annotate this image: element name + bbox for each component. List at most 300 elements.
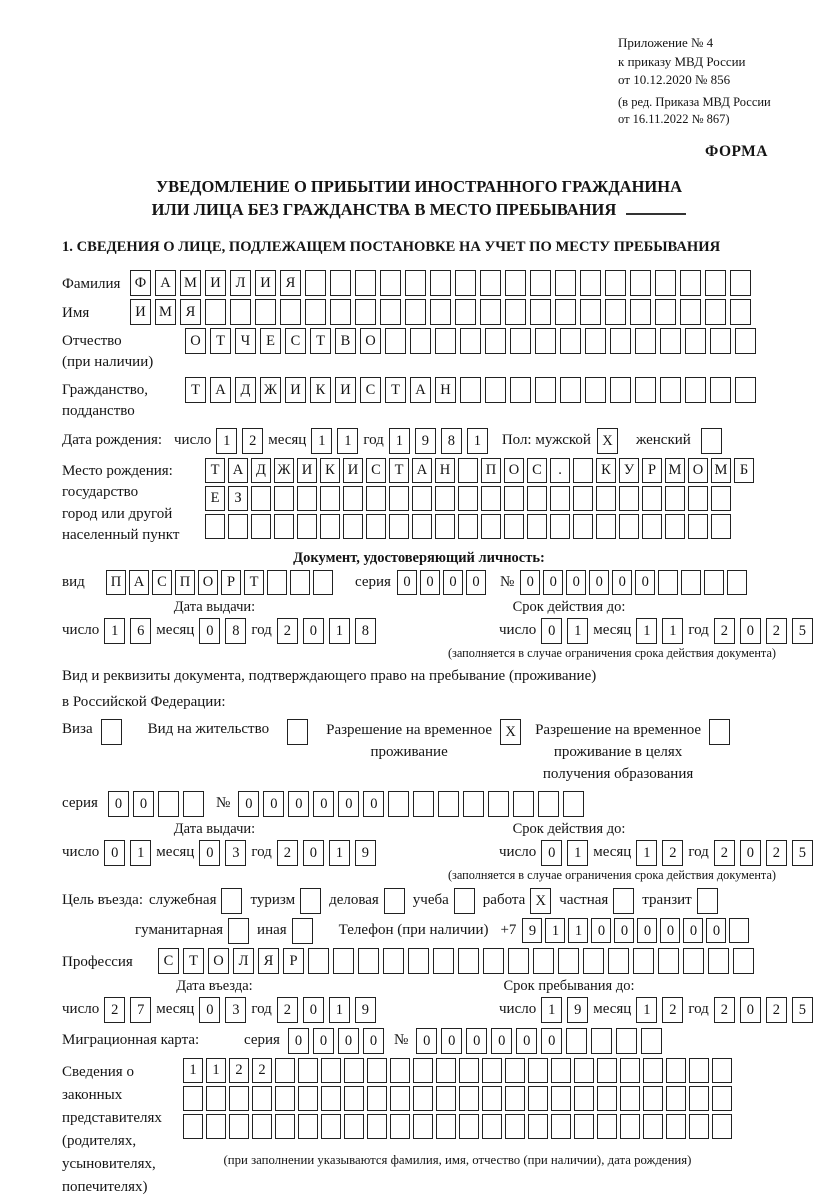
- birthplace-row2-cells: [205, 486, 754, 511]
- residence-number-cell: [488, 791, 509, 817]
- representative-cell: [413, 1058, 433, 1083]
- stay-day-cell: 1: [541, 997, 562, 1023]
- birthplace-cells-stack: [205, 458, 754, 539]
- birth-year-cell: 1: [467, 428, 488, 454]
- birth-day-cell: 1: [216, 428, 237, 454]
- stay-month-cell: 2: [662, 997, 683, 1023]
- amendment-line1: (в ред. Приказа МВД России: [618, 94, 771, 109]
- firstname-cell: [230, 299, 251, 325]
- representatives-note: (при заполнении указываются фамилия, имя, отчество (при наличии), дата рождения): [223, 1152, 692, 1167]
- birthplace-cell: К: [596, 458, 616, 483]
- residence-series-cell: 0: [108, 791, 129, 817]
- entry-year-cell: 9: [355, 997, 376, 1023]
- birthplace-cell: [435, 514, 455, 539]
- doc-kind-cell: П: [175, 570, 195, 595]
- surname-cell: И: [205, 270, 226, 296]
- entry-dates-row: [62, 997, 806, 1023]
- representative-cell: [390, 1086, 410, 1111]
- temp-residence-label-line2: проживание: [370, 743, 448, 760]
- surname-cell: [705, 270, 726, 296]
- residence-number-cell: 0: [363, 791, 384, 817]
- issue-year-cell: 0: [303, 618, 324, 644]
- residence-options-row: [62, 719, 776, 785]
- doc-kind-cell: П: [106, 570, 126, 595]
- temp-residence-checkbox: [500, 719, 521, 745]
- representative-cell: [482, 1114, 502, 1139]
- surname-cell: [580, 270, 601, 296]
- phone-digit-cell: 0: [614, 918, 634, 943]
- birthdate-row: [62, 428, 776, 454]
- stay-day-cell: 9: [567, 997, 588, 1023]
- phone-label: Телефон (при наличии): [338, 922, 489, 938]
- birthplace-cell: [527, 486, 547, 511]
- profession-cell: [333, 948, 354, 974]
- representative-cell: [666, 1058, 686, 1083]
- surname-cells: [130, 270, 751, 296]
- residence-permit-checkbox: [287, 719, 308, 745]
- surname-cell: [505, 270, 526, 296]
- birthplace-cell: О: [688, 458, 708, 483]
- stay-day-cells: [541, 997, 588, 1023]
- valid-month-cell: 1: [636, 618, 657, 644]
- birthplace-cell: И: [297, 458, 317, 483]
- purpose-tourism-checkbox: [300, 888, 321, 914]
- firstname-cell: [280, 299, 301, 325]
- purpose-business-checkbox: [221, 888, 242, 914]
- surname-cell: [355, 270, 376, 296]
- visa-label: Виза: [62, 720, 93, 737]
- year-label: год: [363, 432, 384, 448]
- representative-cell: [183, 1114, 203, 1139]
- birthplace-cell: К: [320, 458, 340, 483]
- birthplace-cell: [389, 486, 409, 511]
- amendment-line2: от 16.11.2022 № 867): [618, 112, 730, 126]
- profession-cell: [458, 948, 479, 974]
- representative-cell: [321, 1058, 341, 1083]
- stay-month-cell: 1: [636, 997, 657, 1023]
- patronymic-label-line2: (при наличии): [62, 354, 154, 370]
- birthplace-cell: [297, 514, 317, 539]
- representative-cell: [666, 1114, 686, 1139]
- residence-number-cell: 0: [313, 791, 334, 817]
- patronymic-cell: [635, 328, 656, 354]
- phone-cells: [522, 918, 749, 943]
- purpose-tourism-label: туризм: [250, 892, 296, 908]
- surname-cell: [530, 270, 551, 296]
- patronymic-cell: О: [360, 328, 381, 354]
- firstname-label: Имя: [62, 304, 90, 321]
- representative-cell: [413, 1086, 433, 1111]
- representative-cell: [689, 1114, 709, 1139]
- firstname-cell: [430, 299, 451, 325]
- birthplace-cell: [527, 514, 547, 539]
- identity-issue-month-cells: [199, 618, 246, 644]
- phone-digit-cell: 0: [706, 918, 726, 943]
- purpose-checkbox-cell: [292, 918, 313, 944]
- firstname-cell: Я: [180, 299, 201, 325]
- issue-year-cell: 2: [277, 618, 298, 644]
- issue-year-cell: 8: [355, 618, 376, 644]
- identity-issue-day-cells: [104, 618, 151, 644]
- migration-number-label: №: [393, 1032, 409, 1048]
- doc-series-cell: 0: [397, 570, 417, 595]
- birthplace-cell: [343, 486, 363, 511]
- birthplace-cell: [412, 486, 432, 511]
- citizenship-label-line2: подданство: [62, 403, 135, 419]
- month-label: месяц: [268, 432, 307, 448]
- birthplace-cell: Б: [734, 458, 754, 483]
- birthplace-cell: С: [527, 458, 547, 483]
- birthplace-block: [62, 458, 776, 547]
- residence-number-cells: [238, 791, 584, 817]
- patronymic-cell: [410, 328, 431, 354]
- birthplace-cell: [343, 514, 363, 539]
- patronymic-cell: Е: [260, 328, 281, 354]
- profession-cell: Р: [283, 948, 304, 974]
- representative-cell: 1: [206, 1058, 226, 1083]
- doc-series-cells: [397, 570, 486, 595]
- citizenship-cell: [735, 377, 756, 403]
- representative-cell: [528, 1086, 548, 1111]
- month-label: месяц: [156, 844, 195, 860]
- valid-month-cell: 1: [636, 840, 657, 866]
- representative-cell: [275, 1086, 295, 1111]
- citizenship-cell: [710, 377, 731, 403]
- representative-cell: [643, 1086, 663, 1111]
- identity-doc-heading: Документ, удостоверяющий личность:: [293, 549, 545, 566]
- phone-digit-cell: [729, 918, 749, 943]
- purpose-checkbox-cell: [221, 888, 242, 914]
- representative-cell: [344, 1114, 364, 1139]
- birthplace-cell: У: [619, 458, 639, 483]
- stay-until-date: [499, 997, 813, 1023]
- representative-cell: [275, 1058, 295, 1083]
- profession-cell: [633, 948, 654, 974]
- section1-heading: 1. СВЕДЕНИЯ О ЛИЦЕ, ПОДЛЕЖАЩЕМ ПОСТАНОВКЕ НА УЧЕТ ПО МЕСТУ ПРЕБЫВАНИЯ: [62, 238, 721, 255]
- residence-series-cell: [183, 791, 204, 817]
- firstname-cell: [330, 299, 351, 325]
- birthplace-cell: Т: [205, 458, 225, 483]
- representatives-row3-cells: [183, 1114, 732, 1139]
- issue-month-cell: 0: [199, 618, 220, 644]
- firstname-cell: [480, 299, 501, 325]
- entry-date-heading: Дата въезда:: [176, 977, 253, 994]
- representative-cell: [344, 1086, 364, 1111]
- representative-cell: [413, 1114, 433, 1139]
- day-label: число: [174, 432, 212, 448]
- birth-day-cells: [216, 428, 263, 454]
- representative-cell: [482, 1086, 502, 1111]
- patronymic-cell: [485, 328, 506, 354]
- identity-limit-note: (заполняется в случае ограничения срока действия документа): [447, 645, 776, 660]
- representatives-label-line4: (родителях,: [62, 1132, 137, 1149]
- birthplace-cell: [320, 486, 340, 511]
- birthplace-cell: [389, 514, 409, 539]
- male-checkbox-cell: X: [597, 428, 618, 454]
- birthplace-cell: Р: [642, 458, 662, 483]
- birthplace-cell: [642, 514, 662, 539]
- firstname-cell: [580, 299, 601, 325]
- surname-cell: А: [155, 270, 176, 296]
- representatives-label: [62, 1058, 183, 1199]
- representative-cell: [298, 1058, 318, 1083]
- birthplace-cell: [550, 486, 570, 511]
- visa-checkbox: [101, 719, 122, 745]
- doc-kind-label: вид: [62, 573, 85, 590]
- phone-digit-cell: 0: [683, 918, 703, 943]
- birthplace-label: [62, 458, 205, 547]
- sex-male-checkbox: [597, 428, 618, 454]
- birthplace-label-line2: государство: [62, 484, 139, 500]
- residence-doc-line2: в Российской Федерации:: [62, 693, 226, 710]
- identity-doc-row: [62, 570, 776, 595]
- doc-kind-cell: Т: [244, 570, 264, 595]
- birthplace-row1-cells: [205, 458, 754, 483]
- surname-label: Фамилия: [62, 275, 121, 292]
- doc-kind-cell: [313, 570, 333, 595]
- residence-valid-heading: Срок действия до:: [512, 820, 626, 837]
- residence-issue-year-cells: [277, 840, 376, 866]
- issue-year-cell: 0: [303, 840, 324, 866]
- doc-kind-cell: [290, 570, 310, 595]
- birthplace-row3-cells: [205, 514, 754, 539]
- purpose-checkbox-cell: [384, 888, 405, 914]
- birthplace-cell: [504, 486, 524, 511]
- birthplace-cell: [297, 486, 317, 511]
- patronymic-cell: [585, 328, 606, 354]
- residence-valid-day-cells: [541, 840, 588, 866]
- residence-limit-note: (заполняется в случае ограничения срока действия документа): [447, 867, 776, 882]
- stay-year-cell: 0: [740, 997, 761, 1023]
- purpose-work-label: работа: [482, 892, 526, 908]
- purpose-transit-label: транзит: [642, 892, 692, 908]
- form-title: [62, 175, 776, 221]
- identity-issue-year-cells: [277, 618, 376, 644]
- migration-number-cell: 0: [441, 1028, 462, 1054]
- valid-year-cell: 2: [766, 618, 787, 644]
- patronymic-cell: [560, 328, 581, 354]
- representative-cell: [459, 1058, 479, 1083]
- representative-cell: [229, 1086, 249, 1111]
- migration-number-cell: 0: [516, 1028, 537, 1054]
- firstname-cell: [730, 299, 751, 325]
- edu-residence-label-line1: Разрешение на временное: [535, 721, 702, 738]
- residence-issue-month-cells: [199, 840, 246, 866]
- profession-cell: [608, 948, 629, 974]
- purpose-commercial-checkbox: [384, 888, 405, 914]
- month-label: месяц: [156, 1001, 195, 1017]
- doc-kind-cell: Р: [221, 570, 241, 595]
- surname-cell: Л: [230, 270, 251, 296]
- surname-cell: [380, 270, 401, 296]
- migration-series-cell: 0: [313, 1028, 334, 1054]
- phone-digit-cell: 1: [568, 918, 588, 943]
- valid-year-cell: 2: [714, 840, 735, 866]
- representative-cell: [459, 1086, 479, 1111]
- entry-year-cells: [277, 997, 376, 1023]
- purpose-business: [149, 888, 243, 914]
- birthplace-label-line4: населенный пункт: [62, 527, 180, 543]
- doc-number-cell: 0: [566, 570, 586, 595]
- purpose-other-checkbox: [292, 918, 313, 944]
- birthplace-cell: [481, 514, 501, 539]
- purpose-tourism: [250, 888, 321, 914]
- purpose-study-label: учеба: [412, 892, 449, 908]
- residence-number-cell: 0: [288, 791, 309, 817]
- birthplace-cell: [550, 514, 570, 539]
- residence-number-cell: [388, 791, 409, 817]
- surname-cell: [655, 270, 676, 296]
- edu-residence-label-line3: получения образования: [542, 765, 694, 782]
- doc-number-cells: [520, 570, 747, 595]
- migration-series-label: серия: [244, 1032, 280, 1048]
- migration-number-cell: 0: [541, 1028, 562, 1054]
- profession-cell: [708, 948, 729, 974]
- birth-year-cell: 8: [441, 428, 462, 454]
- purpose-transit: [642, 888, 717, 914]
- doc-series-cell: 0: [420, 570, 440, 595]
- firstname-cell: [680, 299, 701, 325]
- residence-issue-day-cells: [104, 840, 151, 866]
- identity-dates-headings: [62, 599, 776, 616]
- year-label: год: [688, 844, 709, 860]
- surname-cell: [680, 270, 701, 296]
- profession-cell: [433, 948, 454, 974]
- valid-day-cell: 1: [567, 618, 588, 644]
- issue-month-cell: 0: [199, 840, 220, 866]
- birthplace-cell: [573, 486, 593, 511]
- birth-month-cell: 1: [337, 428, 358, 454]
- doc-number-cell: 0: [612, 570, 632, 595]
- representative-cell: [206, 1114, 226, 1139]
- representative-cell: [482, 1058, 502, 1083]
- birthplace-label-line1: Место рождения:: [62, 462, 173, 479]
- issue-day-cell: 1: [130, 840, 151, 866]
- doc-number-cell: 0: [635, 570, 655, 595]
- profession-cell: О: [208, 948, 229, 974]
- profession-cells: [158, 948, 754, 974]
- firstname-cell: [630, 299, 651, 325]
- representative-cell: [574, 1058, 594, 1083]
- birthplace-cell: С: [366, 458, 386, 483]
- patronymic-cell: [535, 328, 556, 354]
- representative-cell: [528, 1114, 548, 1139]
- entry-date: [62, 997, 376, 1023]
- purpose-study: [413, 888, 475, 914]
- residence-number-cell: 0: [263, 791, 284, 817]
- day-label: число: [62, 622, 100, 638]
- representative-cell: [712, 1058, 732, 1083]
- citizenship-cell: Н: [435, 377, 456, 403]
- migration-series-cell: 0: [288, 1028, 309, 1054]
- representatives-label-line5: усыновителях,: [62, 1155, 156, 1172]
- surname-cell: [630, 270, 651, 296]
- edu-residence-checkbox-cell: [709, 719, 730, 745]
- phone-digit-cell: 0: [637, 918, 657, 943]
- firstname-cell: [530, 299, 551, 325]
- representative-cell: [367, 1114, 387, 1139]
- form-title-line1: УВЕДОМЛЕНИЕ О ПРИБЫТИИ ИНОСТРАННОГО ГРАЖДАНИНА: [155, 176, 683, 196]
- representative-cell: [183, 1086, 203, 1111]
- birthplace-cell: [228, 514, 248, 539]
- issue-month-cell: 8: [225, 618, 246, 644]
- sex-female-checkbox: [701, 428, 722, 454]
- doc-series-cell: 0: [466, 570, 486, 595]
- representatives-cells-stack: [183, 1058, 732, 1139]
- patronymic-cell: [660, 328, 681, 354]
- birthplace-cell: [504, 514, 524, 539]
- profession-cell: [508, 948, 529, 974]
- doc-number-cell: [681, 570, 701, 595]
- profession-cell: [583, 948, 604, 974]
- phone-digit-cell: 1: [545, 918, 565, 943]
- firstname-cell: [605, 299, 626, 325]
- representatives-row2-cells: [183, 1086, 732, 1111]
- profession-cell: Я: [258, 948, 279, 974]
- birthplace-cell: [642, 486, 662, 511]
- birthplace-cell: [366, 514, 386, 539]
- residence-permit-checkbox-cell: [287, 719, 308, 745]
- birthplace-cell: А: [228, 458, 248, 483]
- representative-cell: [252, 1114, 272, 1139]
- firstname-cell: И: [130, 299, 151, 325]
- form-title-line2-text: ИЛИ ЛИЦА БЕЗ ГРАЖДАНСТВА В МЕСТО ПРЕБЫВАНИЯ: [151, 199, 617, 219]
- issue-day-cell: 6: [130, 618, 151, 644]
- edu-residence-checkbox: [709, 719, 730, 745]
- citizenship-cell: [560, 377, 581, 403]
- representative-cell: [321, 1086, 341, 1111]
- temp-residence-label-line1: Разрешение на временное: [326, 721, 493, 738]
- doc-number-cell: [704, 570, 724, 595]
- purpose-study-checkbox: [454, 888, 475, 914]
- birthplace-cell: [688, 486, 708, 511]
- residence-series-cells: [108, 791, 204, 817]
- valid-year-cell: 2: [714, 618, 735, 644]
- purpose-work: [483, 888, 552, 914]
- month-label: месяц: [593, 844, 632, 860]
- representative-cell: [551, 1086, 571, 1111]
- purpose-row: [62, 888, 776, 914]
- representative-cell: [574, 1086, 594, 1111]
- birthplace-cell: Т: [389, 458, 409, 483]
- identity-valid-date: [499, 618, 813, 644]
- migration-series-cell: 0: [363, 1028, 384, 1054]
- patronymic-cell: [385, 328, 406, 354]
- representatives-block: [62, 1058, 776, 1199]
- birthplace-cell: Д: [251, 458, 271, 483]
- surname-cell: [405, 270, 426, 296]
- citizenship-cell: [610, 377, 631, 403]
- representative-cell: [666, 1086, 686, 1111]
- representative-cell: [229, 1114, 249, 1139]
- surname-cell: [605, 270, 626, 296]
- representative-cell: [712, 1086, 732, 1111]
- residence-permit-option: [148, 719, 308, 745]
- entry-month-cell: 3: [225, 997, 246, 1023]
- year-label: год: [688, 622, 709, 638]
- day-label: число: [499, 1001, 537, 1017]
- birthplace-cell: [665, 514, 685, 539]
- valid-year-cell: 2: [766, 840, 787, 866]
- purpose-checkbox-cell: [697, 888, 718, 914]
- doc-number-cell: 0: [589, 570, 609, 595]
- birthplace-cell: [274, 514, 294, 539]
- profession-cell: [308, 948, 329, 974]
- birth-year-cell: 1: [389, 428, 410, 454]
- representative-cell: [390, 1058, 410, 1083]
- issue-year-cell: 2: [277, 840, 298, 866]
- purpose-humanitarian-label: гуманитарная: [135, 922, 224, 938]
